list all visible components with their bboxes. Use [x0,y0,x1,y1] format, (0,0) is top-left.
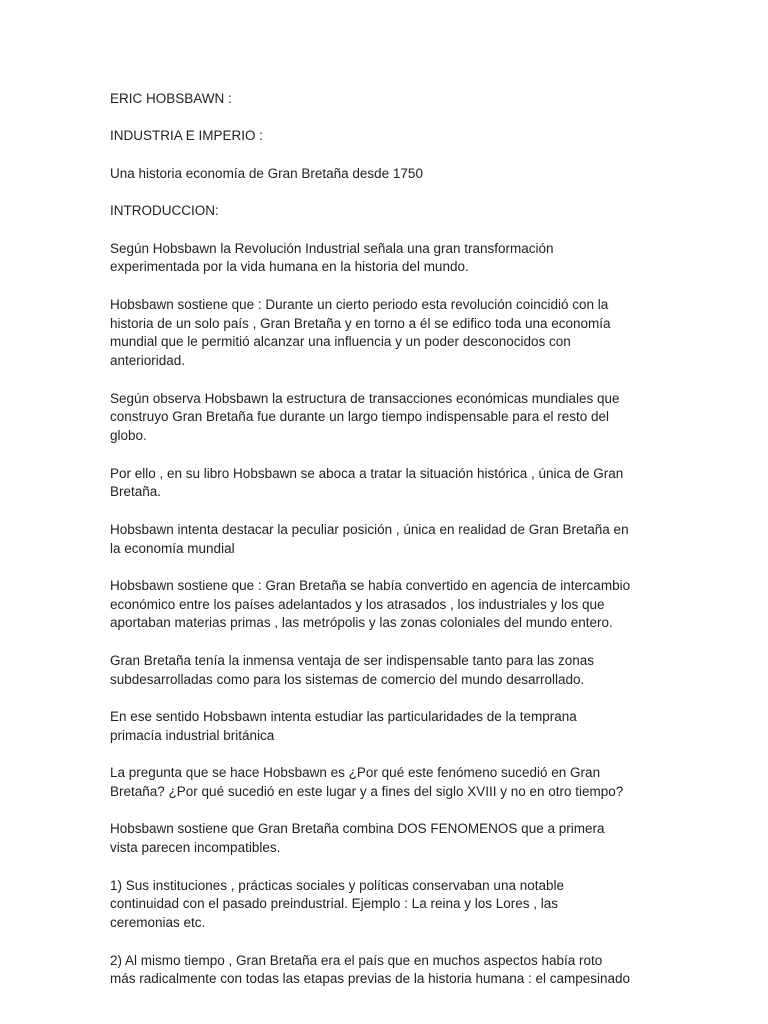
paragraph: Hobsbawn sostiene que : Durante un cierto periodo esta revolución coincidió con la historia de un solo país , Gran Bretaña y en torno a él se edifico toda una economía mundial que le permitió alcanzar una influencia y un poder desconocidos con anterioridad. [110,296,611,369]
book-subtitle: Una historia economía de Gran Bretaña desde 1750 [110,165,423,181]
paragraph: Según Hobsbawn la Revolución Industrial señala una gran transformación experimentada por la vida humana en la historia del mundo. [110,240,554,275]
book-title: INDUSTRIA E IMPERIO : [110,128,264,144]
paragraph: En ese sentido Hobsbawn intenta estudiar las particularidades de la temprana primacía industrial británica [110,709,577,743]
section-heading: INTRODUCCION: [110,203,219,219]
document-page [110,90,710,1008]
paragraph: La pregunta que se hace Hobsbawn es ¿Por qué este fenómeno sucedió en Gran Bretaña? ¿Por qué sucedió en este lugar y a fines del siglo XVIII y no en otro tiempo? [110,765,624,800]
paragraph: Por ello , en su libro Hobsbawn se aboca a tratar la situación histórica , única de Gran Bretaña. [110,465,624,500]
author-heading: ERIC HOBSBAWN : [110,91,232,106]
paragraph: Gran Bretaña tenía la inmensa ventaja de ser indispensable tanto para las zonas subdesarrolladas como para los sistemas de comercio del mundo desarrollado. [110,652,595,687]
paragraph: Hobsbawn intenta destacar la peculiar posición , única en realidad de Gran Bretaña en la economía mundial [110,521,629,556]
paragraph: Según observa Hobsbawn la estructura de transacciones económicas mundiales que construyo Gran Bretaña fue durante un largo tiempo indispensable para el resto del globo. [110,390,620,444]
list-item: 2) Al mismo tiempo , Gran Bretaña era el país que en muchos aspectos había roto más radicalmente con todas las etapas previas de la historia humana : el campesinado [110,952,631,987]
list-item: 1) Sus instituciones , prácticas sociales y políticas conservaban una notable continuidad con el pasado preindustrial. Ejemplo : La reina y los Lores , las ceremonias etc. [110,877,564,931]
paragraph: Hobsbawn sostiene que Gran Bretaña combina DOS FENOMENOS que a primera vista parecen incompatibles. [110,821,605,856]
paragraph: Hobsbawn sostiene que : Gran Bretaña se había convertido en agencia de intercambio económico entre los países adelantados y los atrasados , los industriales y los que aportaban materias primas , las metrópolis y las zonas coloniales del mundo entero. [110,577,631,631]
